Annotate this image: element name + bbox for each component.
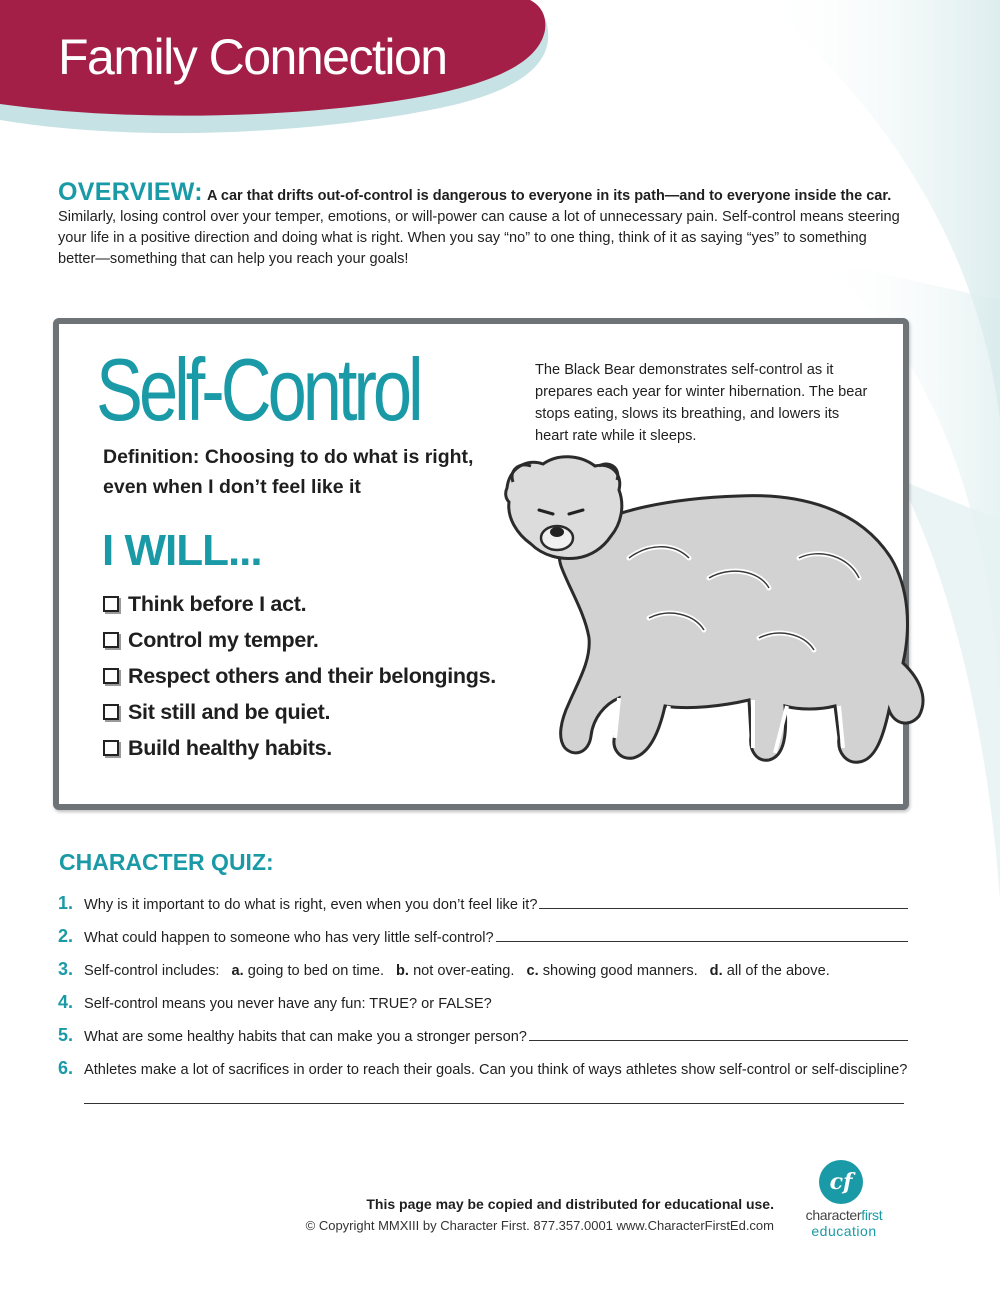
footer-copyright: © Copyright MMXIII by Character First. 877.357.0001 www.CharacterFirstEd.com (305, 1218, 774, 1233)
answer-blank[interactable] (496, 930, 908, 942)
overview-label: OVERVIEW: (58, 178, 203, 206)
quiz-option[interactable]: a. going to bed on time. (231, 963, 385, 979)
iwill-item-text: Sit still and be quiet. (128, 699, 331, 724)
quiz-heading: CHARACTER QUIZ: (59, 849, 274, 875)
quiz-question (58, 926, 908, 959)
footer-note: This page may be copied and distributed for educational use. (366, 1196, 774, 1212)
checkbox[interactable] (103, 596, 119, 612)
quiz-number: 6. (58, 1058, 74, 1078)
answer-blank[interactable] (84, 1103, 904, 1104)
quiz-question-text: Athletes make a lot of sacrifices in order to reach their goals. Can you think of ways athletes show self-control or self-discipline? (84, 1062, 908, 1078)
iwill-item (103, 658, 496, 694)
quiz-number: 3. (58, 959, 74, 979)
overview-lead: A car that drifts out-of-control is dangerous to everyone in its path—and to everyone inside the car. (206, 188, 892, 204)
quiz-question (58, 893, 908, 926)
quiz-number: 5. (58, 1025, 74, 1045)
trait-title: Self-Control (96, 340, 420, 439)
quiz-question (58, 1058, 908, 1091)
quiz-list (58, 893, 908, 1091)
answer-blank[interactable] (529, 1029, 908, 1041)
iwill-item (103, 586, 496, 622)
quiz-question (58, 992, 908, 1025)
answer-blank[interactable] (539, 897, 908, 909)
iwill-item-text: Build healthy habits. (128, 735, 332, 760)
bear-caption: The Black Bear demonstrates self-control as it prepares each year for winter hibernation. The bear stops eating, slows its breathing, and lowers its heart rate while it sleeps. (535, 362, 868, 444)
iwill-item-text: Think before I act. (128, 591, 307, 616)
quiz-question-text: What could happen to someone who has very little self-control? (84, 930, 494, 946)
logo-mark: cf (819, 1160, 863, 1204)
page-title: Family Connection (58, 29, 447, 85)
quiz-question-text: What are some healthy habits that can make you a stronger person? (84, 1029, 527, 1045)
checkbox[interactable] (103, 704, 119, 720)
quiz-question-text: Self-control includes: (84, 963, 220, 979)
quiz-option[interactable]: b. not over-eating. (396, 963, 515, 979)
quiz-question (58, 959, 908, 992)
quiz-option[interactable]: d. all of the above. (709, 963, 830, 979)
trait-card (53, 318, 909, 810)
overview-section (58, 178, 903, 270)
iwill-item-text: Control my temper. (128, 627, 319, 652)
quiz-question-text: Self-control means you never have any fun: TRUE? or FALSE? (84, 996, 492, 1012)
trait-definition: Definition: Choosing to do what is right, even when I don’t feel like it (103, 446, 474, 498)
footer (306, 1196, 774, 1233)
checkbox[interactable] (103, 668, 119, 684)
quiz-number: 1. (58, 893, 74, 913)
iwill-item-text: Respect others and their belongings. (128, 663, 496, 688)
quiz-question-text: Why is it important to do what is right, even when you don’t feel like it? (84, 897, 538, 913)
quiz-option[interactable]: c. showing good manners. (526, 963, 698, 979)
quiz-question (58, 1025, 908, 1058)
logo-subtitle: education (811, 1223, 877, 1239)
iwill-heading: I WILL... (102, 526, 262, 575)
iwill-item (103, 694, 496, 730)
bear-illustration (499, 448, 939, 778)
checkbox[interactable] (103, 632, 119, 648)
iwill-item (103, 730, 496, 766)
iwill-list (103, 586, 496, 766)
iwill-item (103, 622, 496, 658)
logo-wordmark: characterfirst (805, 1207, 883, 1223)
checkbox[interactable] (103, 740, 119, 756)
overview-body: Similarly, losing control over your temper, emotions, or will-power can cause a lot of unnecessary pain. Self-control means steering your life in a positive direction and doing what is right. When you say “no” to one thing, think of it as saying “yes” to something better—something that can help you reach your goals! (58, 209, 900, 267)
quiz-number: 4. (58, 992, 74, 1012)
character-first-logo (789, 1160, 899, 1244)
quiz-number: 2. (58, 926, 74, 946)
